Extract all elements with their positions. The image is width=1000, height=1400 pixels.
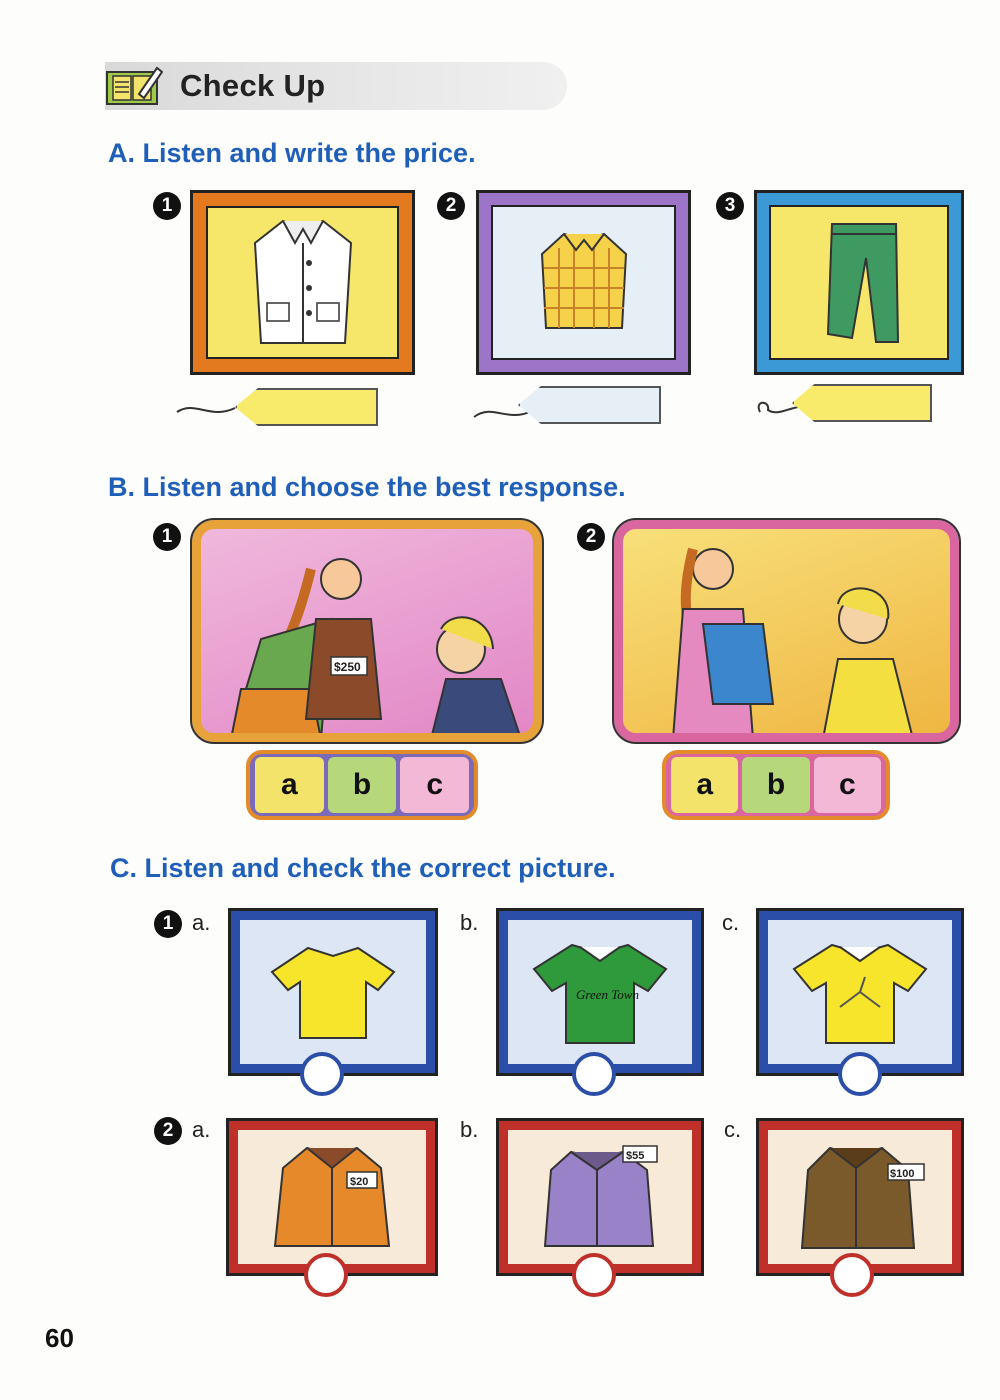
item-number-a3: 3 xyxy=(716,192,744,220)
green-pants-icon xyxy=(814,218,904,348)
item-number-c2: 2 xyxy=(154,1117,182,1145)
section-a-title: A. Listen and write the price. xyxy=(108,138,476,168)
option-c-1[interactable]: c xyxy=(400,757,469,813)
jacket-frame-b xyxy=(496,1118,704,1276)
yellow-tshirt-icon xyxy=(268,942,398,1042)
item-number-b2: 2 xyxy=(577,523,605,551)
response-options-2 xyxy=(662,750,890,820)
label-c2b: b. xyxy=(460,1117,479,1142)
brown-coat-icon xyxy=(790,1142,930,1252)
label-c2c: c. xyxy=(724,1117,742,1142)
conversation-picture-1 xyxy=(192,520,542,742)
check-circle-c2a[interactable] xyxy=(304,1253,348,1297)
check-circle-c2b[interactable] xyxy=(572,1253,616,1297)
option-b-1[interactable]: b xyxy=(328,757,397,813)
coat-price-label: $250 xyxy=(334,660,361,674)
page-title: Check Up xyxy=(180,68,326,103)
option-b-2[interactable]: b xyxy=(742,757,809,813)
item-number-a2: 2 xyxy=(437,192,465,220)
check-circle-c1a[interactable] xyxy=(300,1052,344,1096)
jacket-frame-a xyxy=(226,1118,438,1276)
label-c1c: c. xyxy=(722,910,740,935)
option-c-2[interactable]: c xyxy=(814,757,881,813)
jacket-frame-c xyxy=(756,1118,964,1276)
option-a-2[interactable]: a xyxy=(671,757,738,813)
label-c2a: a. xyxy=(192,1117,211,1142)
price-tag-3[interactable] xyxy=(792,384,932,422)
header-bar xyxy=(105,62,567,110)
orange-jacket-icon xyxy=(267,1142,397,1252)
jacket-price-c: $100 xyxy=(890,1168,915,1180)
price-tag-2[interactable] xyxy=(518,386,661,424)
polo-print-text: Green Town xyxy=(576,987,639,1002)
item-number-c1: 1 xyxy=(154,910,182,938)
purple-jacket-icon xyxy=(535,1142,665,1252)
label-c1b: b. xyxy=(460,910,479,935)
response-options-1 xyxy=(246,750,478,820)
pants-picture-frame xyxy=(754,190,964,375)
tshirt-frame-c xyxy=(756,908,964,1076)
conversation-picture-2 xyxy=(614,520,959,742)
check-circle-c1b[interactable] xyxy=(572,1052,616,1096)
tshirt-frame-b xyxy=(496,908,704,1076)
check-circle-c1c[interactable] xyxy=(838,1052,882,1096)
tshirt-frame-a xyxy=(228,908,438,1076)
check-circle-c2c[interactable] xyxy=(830,1253,874,1297)
white-coat-icon xyxy=(243,213,363,353)
yellow-collar-shirt-icon xyxy=(790,937,930,1047)
price-tag-1[interactable] xyxy=(235,388,378,426)
section-c-title: C. Listen and check the correct picture. xyxy=(110,853,616,883)
page-number: 60 xyxy=(45,1323,74,1353)
shirt-picture-frame xyxy=(476,190,691,375)
plaid-shirt-icon xyxy=(534,228,634,338)
label-c1a: a. xyxy=(192,910,211,935)
item-number-a1: 1 xyxy=(153,192,181,220)
item-number-b1: 1 xyxy=(153,523,181,551)
jacket-price-b: $55 xyxy=(626,1150,645,1162)
section-b-title: B. Listen and choose the best response. xyxy=(108,472,626,502)
coat-picture-frame xyxy=(190,190,415,375)
green-polo-icon xyxy=(530,937,670,1047)
jacket-price-a: $20 xyxy=(350,1176,369,1188)
notebook-pencil-icon xyxy=(105,64,163,108)
option-a-1[interactable]: a xyxy=(255,757,324,813)
